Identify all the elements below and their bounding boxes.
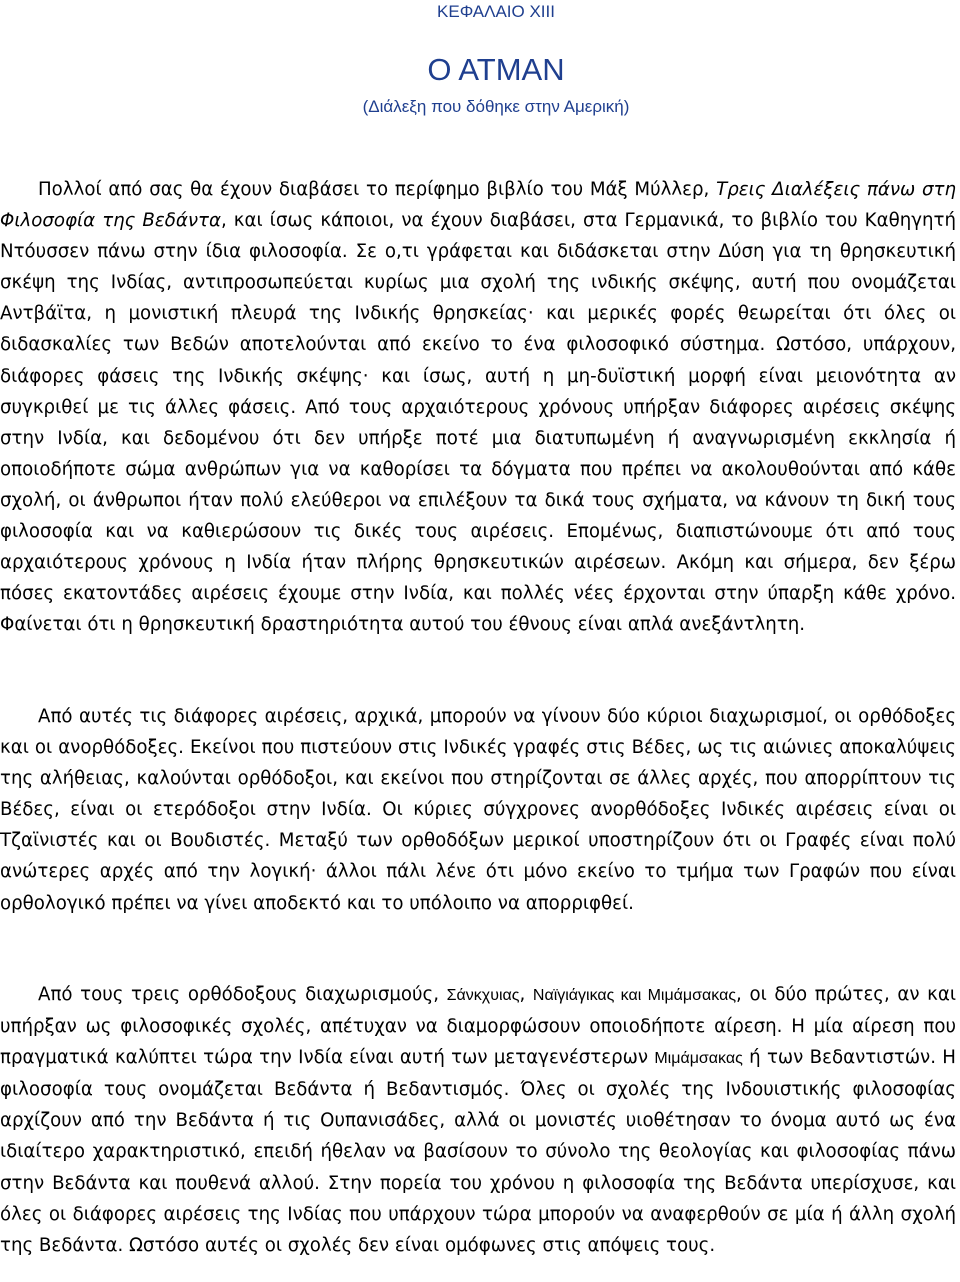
paragraph-2: Από αυτές τις διάφορες αιρέσεις, αρχικά, μπορούν να γίνουν δύο κύριοι διαχωρισμοί, οι ορθόδοξες και οι ανορθόδοξες. Εκείνοι που πιστεύουν στις Ινδικές γραφές στις Βέδες, ως τις αιώνιες αποκαλύψεις της αλήθειας, καλούνται ορθόδοξοι, και εκείνοι που στηρίζονται σε άλλες αρχές, που απορρίπτουν τις Βέδες, είναι οι ετερόδοξοι στην Ινδία. Οι κύριες σύγχρονες ανορθόδοξες Ινδικές αιρέσεις είναι οι Τζαϊνιστές και οι Βουδιστές. Μεταξύ των ορθοδόξων μερικοί υποστηρίζουν ότι οι Γραφές είναι πολύ ανώτερες αρχές από την λογική· άλλοι πάλι λένε ότι μόνο εκείνο το τμήμα των Γραφών που είναι ορθολογικό πρέπει να γίνει αποδεκτό και το υπόλοιπο να απορριφθεί. bbox=[0, 706, 956, 914]
school-name-mimamsa: Μιμάμσακας bbox=[647, 987, 737, 1004]
paragraph-3-text-4: , οι δύο πρώτες, αν και υπήρξαν ως φιλοσοφικές σχολές, απέτυχαν να διαμορφώσουν οποιοδήποτε αίρεση. Η μία αίρεση που πραγματικά καλύπτει τώρα την Ινδία είναι αυτή των μεταγενέστερων bbox=[0, 984, 956, 1069]
paragraph-3-text-2: , bbox=[519, 984, 533, 1005]
paragraph-1-text-start: Πολλοί από σας θα έχουν διαβάσει το περίφημο βιβλίο του Μάξ Μύλλερ, bbox=[38, 179, 717, 200]
paragraph-3-text-1: Από τους τρεις ορθόδοξους διαχωρισμούς, bbox=[38, 984, 447, 1005]
chapter-heading: ΚΕΦΑΛΑΙΟ XIII bbox=[437, 2, 555, 21]
school-name-sankhya: Σάνκχυιας bbox=[446, 987, 520, 1004]
paragraph-3 bbox=[0, 979, 956, 1261]
paragraph-1 bbox=[0, 174, 956, 640]
page-subtitle: (Διάλεξη που δόθηκε στην Αμερική) bbox=[362, 97, 630, 116]
paragraph-1-text-rest: , και ίσως κάποιοι, να έχουν διαβάσει, στα Γερμανικά, το βιβλίο του Καθηγητή Ντόυσσεν πάνω στην ίδια φιλοσοφία. Σε ο,τι γράφεται και διδάσκεται στην Δύση για τη θρησκευτική σκέψη της Ινδίας, αντιπροσωπεύεται κυρίως μια σχολή της ινδικής σκέψης, αυτή που ονομάζεται Αντβάϊτα, η μονιστική πλευρά της Ινδικής θρησκείας· και μερικές φορές θεωρείται ότι όλες οι διδασκαλίες των Βεδών αποτελούνται από εκείνο το ένα φιλοσοφικό σύστημα. Ωστόσο, υπάρχουν, διάφορες φάσεις της Ινδικής σκέψης· και ίσως, αυτή η μη-δυϊστική μορφή είναι μειονότητα αν συγκριθεί με τις άλλες φάσεις. Από τους αρχαιότερους χρόνους υπήρξαν διάφορες αιρέσεις σκέψης στην Ινδία, και δεδομένου ότι δεν υπήρξε ποτέ μια διατυπωμένη ή αναγνωρισμένη εκκλησία ή οποιοδήποτε σώμα ανθρώπων για να καθορίσει τα δόγματα που πρέπει να ακολουθούνται από κάθε σχολή, οι άνθρωποι ήταν πολύ ελεύθεροι να επιλέξουν τα δικά τους σχήματα, να κάνουν τη δική τους φιλοσοφία και να καθιερώσουν τις δικές τους αιρέσεις. Επομένως, διαπιστώνουμε ότι από τους αρχαιότερους χρόνους η Ινδία ήταν πλήρης θρησκευτικών αιρέσεων. Ακόμη και σήμερα, δεν ξέρω πόσες εκατοντάδες αιρέσεις έχουμε στην Ινδία, και πολλές νέες έρχονται στην ύπαρξη κάθε χρόνο. Φαίνεται ότι η θρησκευτική δραστηριότητα αυτού του έθνους είναι απλά ανεξάντλητη. bbox=[0, 210, 956, 636]
page-title: Ο ΑΤΜΑΝ bbox=[427, 52, 565, 87]
school-name-mimamsa-later: Μιμάμσακας bbox=[654, 1050, 743, 1068]
school-name-nyaya: Ναϊγιάγικας bbox=[532, 987, 615, 1004]
book-title-italic: Τρεις Διαλέξεις πάνω στη Φιλοσοφία της Βεδάντα bbox=[0, 179, 956, 232]
paragraph-3-text-3: και bbox=[614, 987, 648, 1004]
paragraph-3-text-5: ή των Βεδαντιστών. Η φιλοσοφία τους ονομάζεται Βεδάντα ή Βεδαντισμός. Όλες οι σχολές της Ινδουιστικής φιλοσοφίας αρχίζουν από την Βεδάντα ή τις Ουπανισάδες, αλλά οι μονιστές υιοθέτησαν το όνομα αυτό ως ένα ιδιαίτερο χαρακτηριστικό, επειδή ήθελαν να βασίσουν το σύνολο της θεολογίας και φιλοσοφίας πάνω στην Βεδάντα και πουθενά αλλού. Στην πορεία του χρόνου η φιλοσοφία της Βεδάντα υπερίσχυσε, και όλες οι διάφορες αιρέσεις της Ινδίας που υπάρχουν τώρα μπορούν να αναφερθούν σε μία ή άλλη σχολή της Βεδάντα. Ωστόσο αυτές οι σχολές δεν είναι ομόφωνες στις απόψεις τους. bbox=[0, 1047, 956, 1256]
